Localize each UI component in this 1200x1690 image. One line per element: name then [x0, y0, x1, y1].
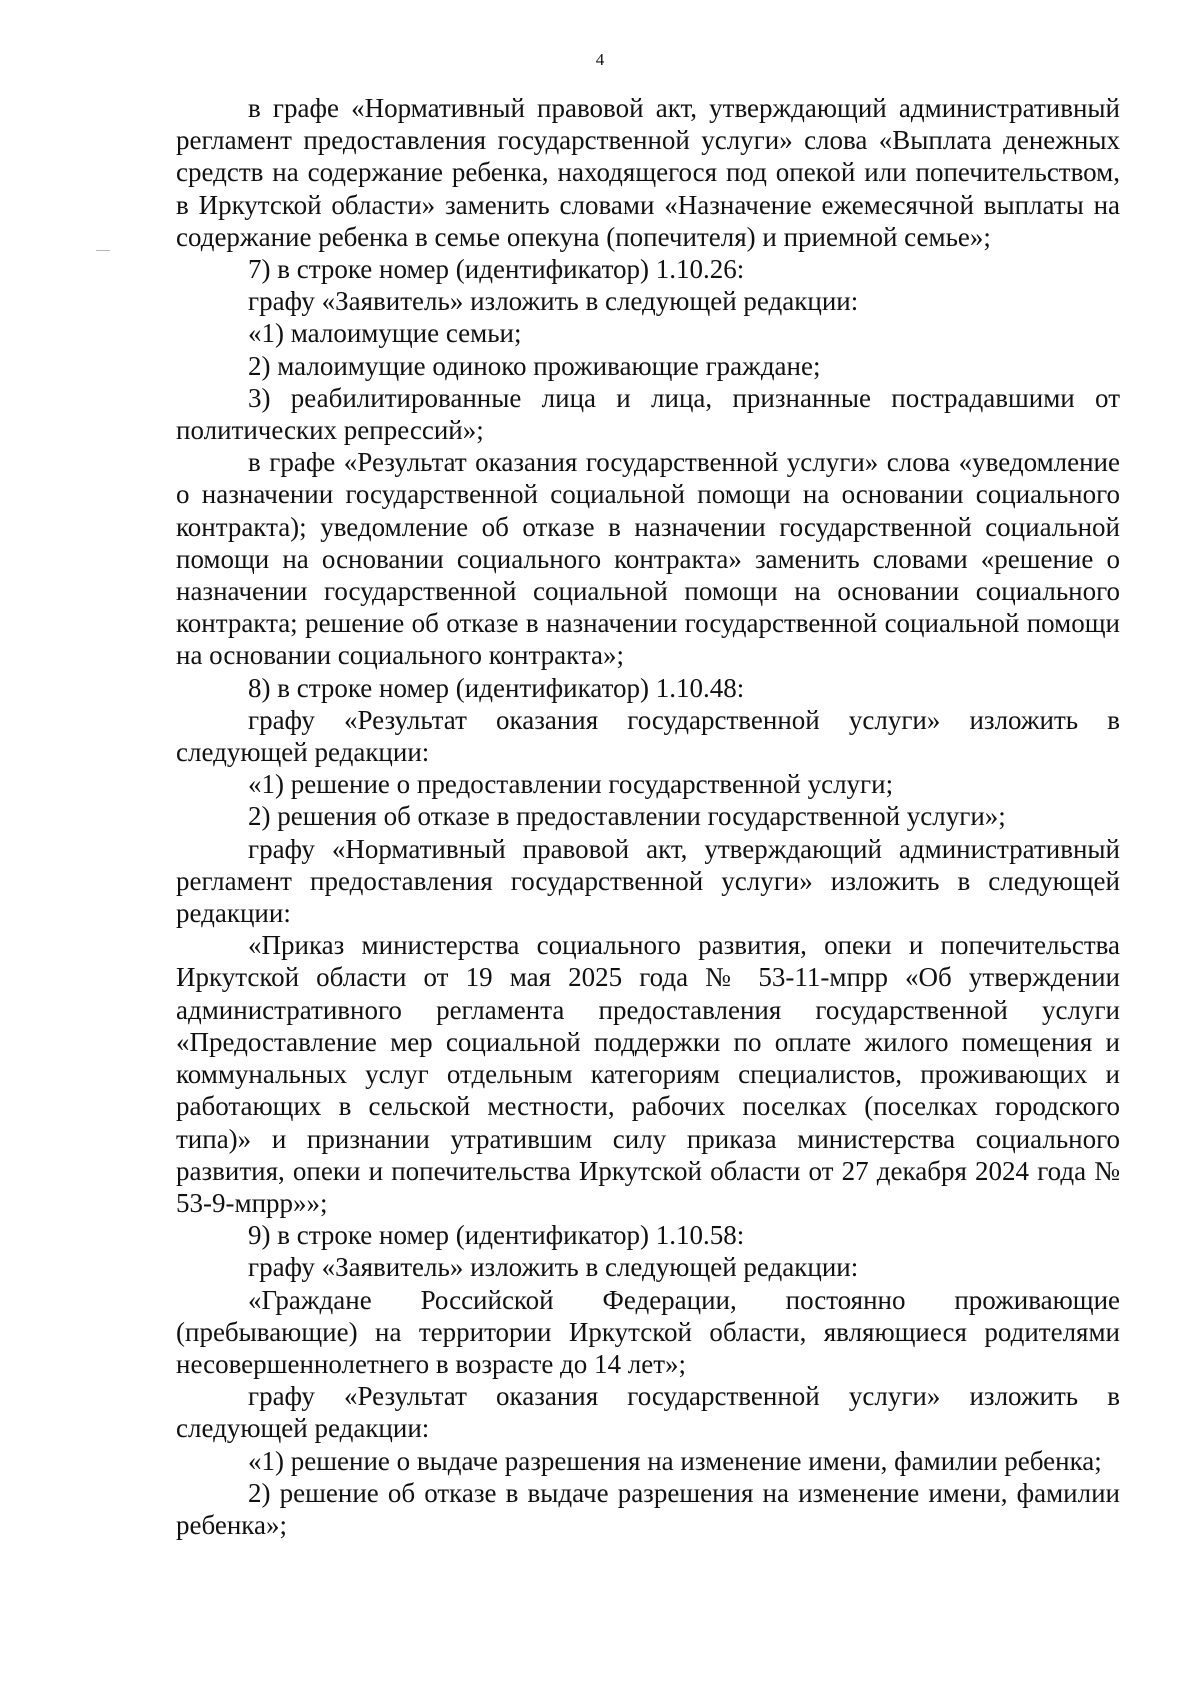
paragraph-result-replace: в графе «Результат оказания государственной услуги» слова «уведомление о назначении государственной социальной помощи на основании социального контракта); уведомление об отказе в назначении государственной социальной помощи на основании социального контракта» заменить словами «решение о назначении государственной социальной помощи на основании социального контракта; решение об отказе в назначении государственной социальной помощи на основании социального контракта»; [176, 447, 1120, 671]
paragraph-list-item: «1) решение о выдаче разрешения на изменение имени, фамилии ребенка; [248, 1445, 1102, 1476]
paragraph-list-item: 2) малоимущие одиноко проживающие граждане; [248, 350, 821, 381]
paragraph-list-item: 2) решения об отказе в предоставлении государственной услуги»; [248, 801, 1006, 832]
paragraph-order-text: «Приказ министерства социального развития, опеки и попечительства Иркутской области от 19 мая 2025 года № 53-11-мпрр «Об утверждении административного регламента предоставления государственной услуги «Предоставление мер социальной поддержки по оплате жилого помещения и коммунальных услуг отдельным категориям специалистов, проживающих и работающих в сельской местности, рабочих поселках (поселках городского типа)» и признании утратившим силу приказа министерства социального развития, опеки и попечительства Иркутской области от 27 декабря 2024 года № 53-9-мпрр»»; [176, 930, 1120, 1218]
paragraph-item-9: 9) в строке номер (идентификатор) 1.10.58: [248, 1220, 745, 1251]
paragraph-list-item: «1) малоимущие семьи; [248, 318, 522, 349]
paragraph-amend-regulation-title: в графе «Нормативный правовой акт, утверждающий административный регламент предоставления государственной услуги» слова «Выплата денежных средств на содержание ребенка, находящегося под опекой или попечительством, в Иркутской области» заменить словами «Назначение ежемесячной выплаты на содержание ребенка в семье опекуна (попечителя) и приемной семье»; [176, 93, 1120, 252]
page-number: 4 [595, 50, 605, 69]
paragraph-item-8: 8) в строке номер (идентификатор) 1.10.48: [248, 672, 745, 703]
paragraph-result-intro: графу «Результат оказания государственной услуги» изложить в следующей редакции: [176, 704, 1120, 768]
paragraph-list-item: 3) реабилитированные лица и лица, признанные пострадавшими от политических репрессий»; [176, 382, 1120, 446]
paragraph-applicant-text: «Граждане Российской Федерации, постоянно проживающие (пребывающие) на территории Иркутской области, являющиеся родителями несовершеннолетнего в возрасте до 14 лет»; [176, 1284, 1120, 1379]
paragraph-item-7: 7) в строке номер (идентификатор) 1.10.26: [248, 254, 745, 285]
paragraph-list-item: «1) решение о предоставлении государственной услуги; [248, 769, 894, 800]
paragraph-regulation-intro: графу «Нормативный правовой акт, утверждающий административный регламент предоставления государственной услуги» изложить в следующей редакции: [176, 833, 1120, 929]
document-body [176, 92, 1120, 1541]
paragraph-result-intro: графу «Результат оказания государственной услуги» изложить в следующей редакции: [176, 1381, 1120, 1444]
paragraph-applicant-intro: графу «Заявитель» изложить в следующей редакции: [248, 286, 859, 317]
paragraph-applicant-intro: графу «Заявитель» изложить в следующей редакции: [248, 1252, 859, 1283]
scan-mark [96, 250, 110, 251]
paragraph-list-item: 2) решение об отказе в выдаче разрешения на изменение имени, фамилии ребенка»; [176, 1477, 1120, 1540]
